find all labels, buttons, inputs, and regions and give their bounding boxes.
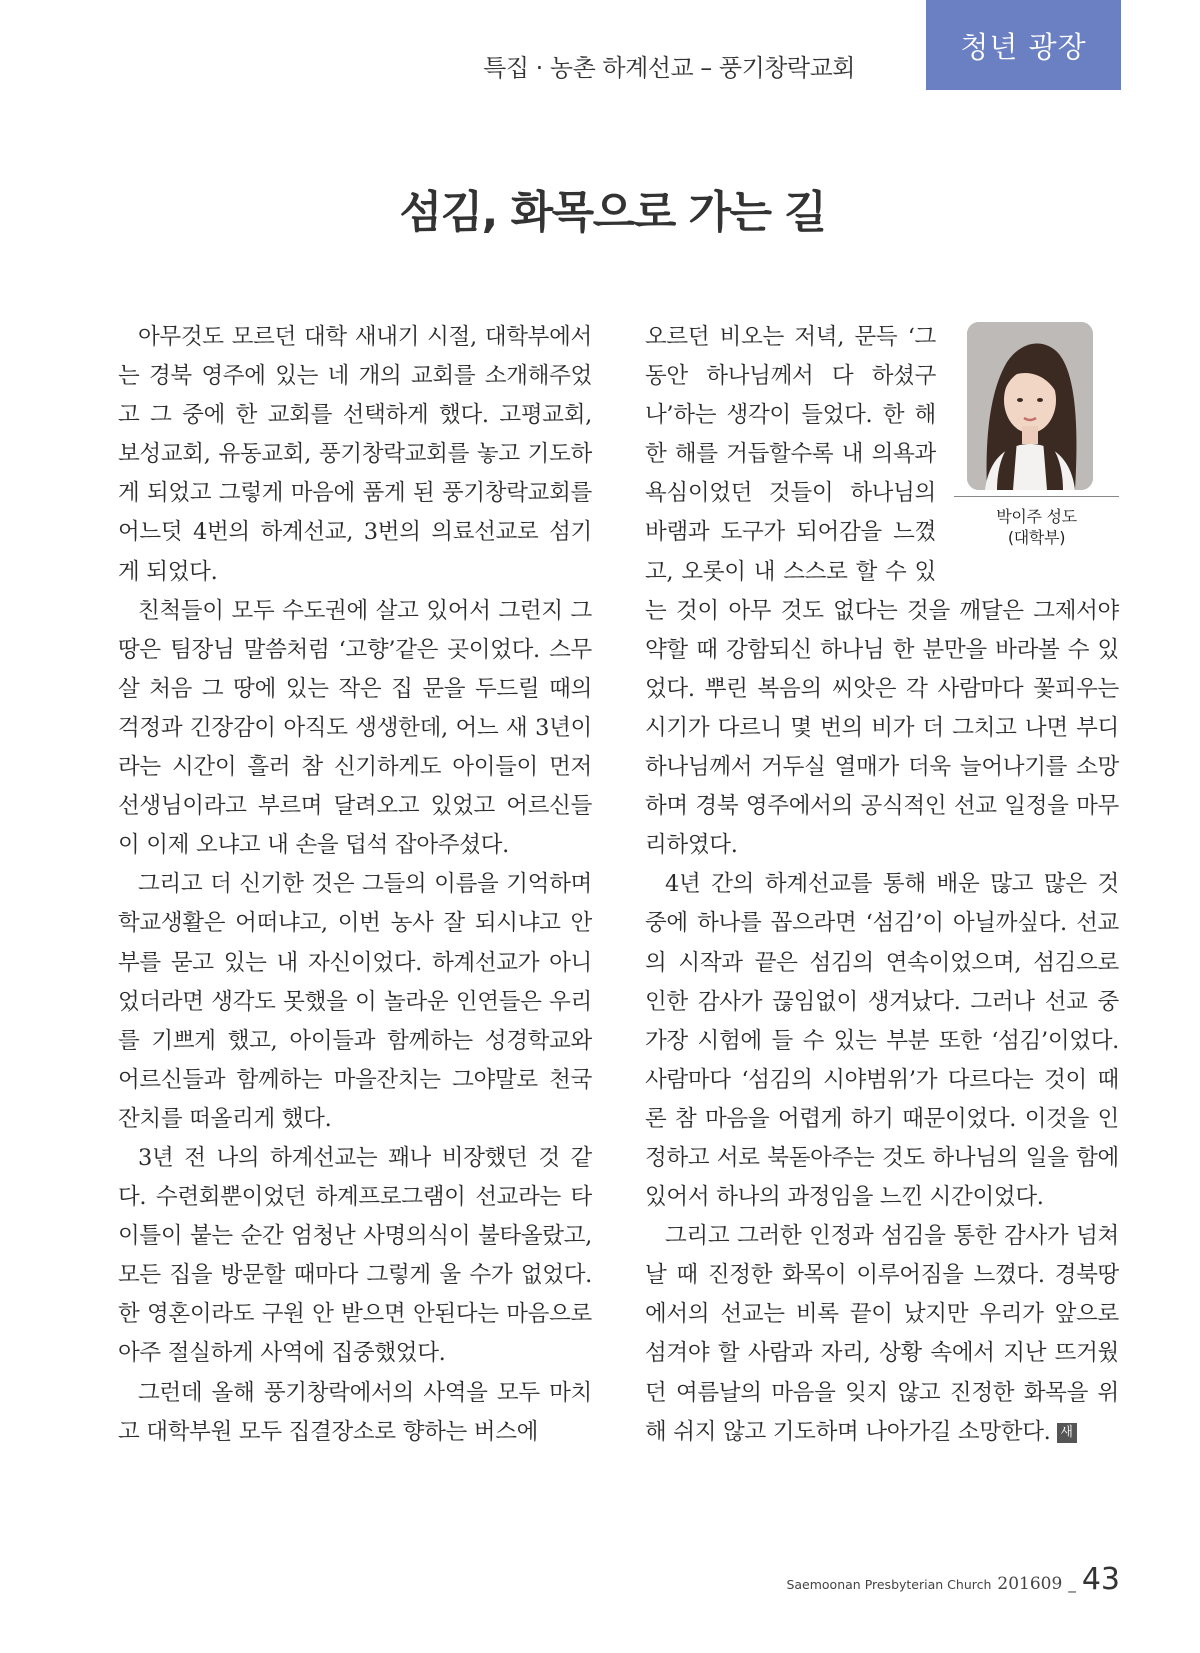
footer-separator: _ (1068, 1575, 1076, 1593)
page-footer (786, 1562, 1120, 1597)
paragraph: 오르던 비오는 저녁, 문득 ‘그동안 하나님께서 다 하셨구나’하는 생각이 들었다. 한 해 한 해를 거듭할수록 내 의욕과 욕심이었던 것들이 하나님의 바램과 도구가 되어감을 느꼈고, 오롯이 내 스스로 할 수 있는 것이 아무 것도 없다는 것을 깨달은 그제서야 약할 때 강함되신 하나님 한 분만을 바라볼 수 있었다. 뿌린 복음의 씨앗은 각 사람마다 꽃피우는 시기가 다르니 몇 번의 비가 더 그치고 나면 부디 하나님께서 거두실 열매가 더욱 늘어나기를 소망하며 경북 영주에서의 공식적인 선교 일정을 마무리하였다. (645, 324, 1119, 859)
page-number: 43 (1081, 1562, 1120, 1597)
running-title: 특집 · 농촌 하계선교 – 풍기창락교회 (483, 54, 855, 82)
article-column-right (645, 318, 1119, 1452)
paragraph-text: 그리고 그러한 인정과 섬김을 통한 감사가 넘쳐날 때 진정한 화목이 이루어짐을 느꼈다. 경북땅에서의 선교는 비록 끝이 났지만 우리가 앞으로 섬겨야 할 사람과 자리, 상황 속에서 지난 뜨거웠던 여름날의 마음을 잊지 않고 진정한 화목을 위해 쉬지 않고 기도하며 나아가길 소망한다. (645, 1223, 1119, 1445)
author-photo (967, 322, 1093, 490)
paragraph: 아무것도 모르던 대학 새내기 시절, 대학부에서는 경북 영주에 있는 네 개의 교회를 소개해주었고 그 중에 한 교회를 선택하게 했다. 고평교회, 보성교회, 유동교회, 풍기창락교회를 놓고 기도하게 되었고 그렇게 마음에 품게 된 풍기창락교회를 어느덧 4번의 하계선교, 3번의 의료선교로 섬기게 되었다. (118, 324, 592, 585)
paragraph: 3년 전 나의 하계선교는 꽤나 비장했던 것 같다. 수련회뿐이었던 하계프로그램이 선교라는 타이틀이 붙는 순간 엄청난 사명의식이 불타올랐고, 모든 집을 방문할 때마다 그렇게 울 수가 없었다. 한 영혼이라도 구원 안 받으면 안된다는 마음으로 아주 절실하게 사역에 집중했었다. (118, 1144, 592, 1367)
author-caption (954, 506, 1119, 548)
church-name: Saemoonan Presbyterian Church (786, 1577, 992, 1592)
end-mark-icon: 새 (1057, 1423, 1077, 1443)
author-photo-box (954, 316, 1119, 566)
paragraph: 그리고 더 신기한 것은 그들의 이름을 기억하며 학교생활은 어떠냐고, 이번 농사 잘 되시냐고 안부를 묻고 있는 내 자신이었다. 하계선교가 아니었더라면 생각도 못했을 이 놀라운 인연들은 우리를 기쁘게 했고, 아이들과 함께하는 성경학교와 어르신들과 함께하는 마을잔치는 그야말로 천국잔치를 떠올리게 했다. (118, 871, 592, 1132)
issue-number: 201609 (997, 1574, 1063, 1594)
paragraph: 그런데 올해 풍기창락에서의 사역을 모두 마치고 대학부원 모두 집결장소로 향하는 버스에 (118, 1379, 592, 1445)
article-title: 섬김, 화목으로 가는 길 (399, 187, 826, 238)
paragraph: 친척들이 모두 수도권에 살고 있어서 그런지 그 땅은 팀장님 말씀처럼 ‘고향’같은 곳이었다. 스무 살 처음 그 땅에 있는 작은 집 문을 두드릴 때의 걱정과 긴장감이 아직도 생생한데, 어느 새 3년이라는 시간이 흘러 참 신기하게도 아이들이 먼저 선생님이라고 부르며 달려오고 있었고 어르신들이 이제 오냐고 내 손을 덥석 잡아주셨다. (118, 597, 592, 859)
paragraph (645, 1217, 1119, 1452)
author-affiliation: (대학부) (1007, 528, 1066, 547)
caption-divider (954, 496, 1119, 497)
section-tab: 청년 광장 (926, 0, 1121, 90)
article-column-left (118, 318, 592, 1452)
portrait-illustration (967, 322, 1093, 490)
paragraph: 4년 간의 하계선교를 통해 배운 많고 많은 것 중에 하나를 꼽으라면 ‘섬김’이 아닐까싶다. 선교의 시작과 끝은 섬김의 연속이었으며, 섬김으로 인한 감사가 끊임없이 생겨났다. 그러나 선교 중 가장 시험에 들 수 있는 부분 또한 ‘섬김’이었다. 사람마다 ‘섬김의 시야범위’가 다르다는 것이 때론 참 마음을 어렵게 하기 때문이었다. 이것을 인정하고 서로 북돋아주는 것도 하나님의 일을 함에 있어서 하나의 과정임을 느낀 시간이었다. (645, 871, 1119, 1211)
author-name: 박이주 성도 (996, 507, 1077, 526)
